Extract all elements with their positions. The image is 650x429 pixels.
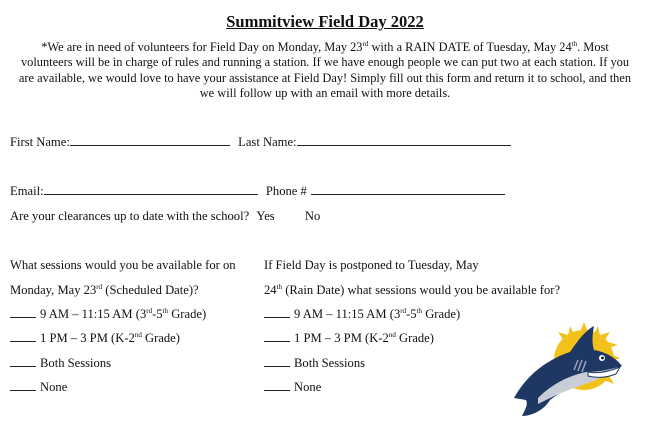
email-field[interactable] (44, 184, 258, 195)
right-question-date: 24 (264, 283, 277, 297)
option-text: Grade) (168, 307, 207, 321)
blank-line[interactable] (264, 356, 290, 367)
left-question-end: (Scheduled Date)? (102, 283, 199, 297)
option-text: 9 AM – 11:15 AM (3 (294, 307, 401, 321)
right-question-end: (Rain Date) what sessions would you be available for? (282, 283, 561, 297)
option-text: Both Sessions (40, 356, 112, 370)
intro-sup-2: th (571, 40, 578, 48)
option-text: Grade) (422, 307, 461, 321)
blank-line[interactable] (10, 356, 36, 367)
left-option-morning[interactable] (10, 307, 206, 322)
right-option-none[interactable] (264, 380, 321, 395)
option-text: 9 AM – 11:15 AM (3 (40, 307, 147, 321)
right-question-sup: th (276, 283, 283, 291)
option-text: -5 (406, 307, 417, 321)
option-text: 1 PM – 3 PM (K-2 (294, 331, 389, 345)
left-option-both[interactable] (10, 356, 111, 371)
page-title: Summitview Field Day 2022 (226, 12, 424, 31)
right-option-morning[interactable] (264, 307, 460, 322)
option-text: -5 (152, 307, 163, 321)
option-sup: nd (134, 331, 142, 339)
clearances-question: Are your clearances up to date with the school? (10, 209, 250, 223)
intro-sup-1: rd (362, 40, 369, 48)
clearances-no[interactable]: No (304, 209, 321, 223)
option-sup: nd (388, 331, 396, 339)
left-question-line-2 (10, 283, 199, 298)
option-sup: th (162, 307, 169, 315)
option-sup: rd (146, 307, 153, 315)
blank-line[interactable] (10, 331, 36, 342)
last-name-field[interactable] (297, 135, 511, 146)
option-text: Grade) (395, 331, 434, 345)
option-text: None (294, 380, 322, 394)
phone-label: Phone # (265, 184, 307, 198)
intro-text-3: . Most volunteers will be in charge of rules and running a station. If we have enough people we can put two at each station. If you are available, we would love to have your assistance at Field Day! Simply fill out this form and return it to school, and then we will follow up with an email with more details. (18, 40, 632, 101)
email-label: Email: (10, 184, 44, 198)
blank-line[interactable] (264, 307, 290, 318)
intro-paragraph (14, 40, 636, 102)
intro-text-1: *We are in need of volunteers for Field Day on Monday, May 23 (41, 40, 363, 54)
clearances-yes[interactable]: Yes (256, 209, 275, 223)
intro-text-2: with a RAIN DATE of Tuesday, May 24 (368, 40, 572, 54)
first-name-label: First Name: (10, 135, 70, 149)
right-question-line-2 (264, 283, 560, 298)
blank-line[interactable] (10, 307, 36, 318)
option-sup: th (416, 307, 423, 315)
option-sup: rd (400, 307, 407, 315)
left-question-line-1: What sessions would you be available for on (10, 258, 236, 272)
blank-line[interactable] (264, 380, 290, 391)
blank-line[interactable] (264, 331, 290, 342)
right-question-line-1: If Field Day is postponed to Tuesday, May (264, 258, 479, 272)
blank-line[interactable] (10, 380, 36, 391)
shark-logo-icon (508, 318, 628, 418)
phone-field[interactable] (311, 184, 505, 195)
email-row (10, 184, 505, 199)
name-row (10, 135, 511, 150)
right-option-afternoon[interactable] (264, 331, 434, 346)
left-question-date: Monday, May 23 (10, 283, 97, 297)
left-question-sup: rd (96, 283, 103, 291)
option-text: Both Sessions (294, 356, 366, 370)
last-name-label: Last Name: (238, 135, 297, 149)
first-name-field[interactable] (70, 135, 230, 146)
option-text: Grade) (141, 331, 180, 345)
right-option-both[interactable] (264, 356, 365, 371)
option-text: None (40, 380, 68, 394)
left-option-afternoon[interactable] (10, 331, 180, 346)
clearances-row (10, 209, 320, 224)
option-text: 1 PM – 3 PM (K-2 (40, 331, 135, 345)
left-option-none[interactable] (10, 380, 67, 395)
